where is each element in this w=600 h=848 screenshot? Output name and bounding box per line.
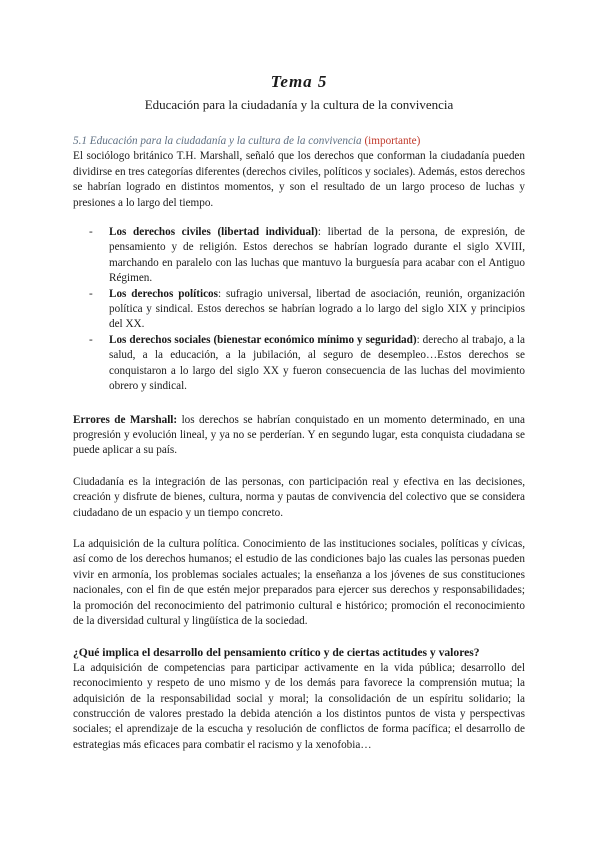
errores-text: los derechos se habrían conquistado en un momento determinado, en una progresión y evolución lineal, y ya no se perderían. Y en segundo lugar, esta conquista ciudadana se puede aplicar a su país. <box>73 413 525 457</box>
errores-paragraph <box>73 413 525 459</box>
page-subtitle: Educación para la ciudadanía y la cultura de la convivencia <box>144 97 454 112</box>
list-item-civil-rights <box>73 225 525 287</box>
list-item-label: Los derechos civiles (libertad individual) <box>109 226 318 239</box>
page-title: Tema 5 <box>270 72 328 91</box>
question-heading: ¿Qué implica el desarrollo del pensamiento crítico y de ciertas actitudes y valores? <box>73 646 480 660</box>
bullet-dash: - <box>89 333 93 346</box>
list-item-political-rights <box>73 287 525 333</box>
bullet-dash: - <box>89 287 93 300</box>
list-item-text: : sufragio universal, libertad de asociación, reunión, organización política y sindical. Estos derechos se habrían logrado a lo largo del siglo XIX y principios del XX. <box>109 287 525 331</box>
adquisicion-paragraph: La adquisición de la cultura política. Conocimiento de las instituciones sociales, políticas y cívicas, así como de los derechos humanos; el estudio de las condiciones bajo las cuales las personas pueden vivir en armonía, los problemas sociales actuales; la enseñanza a los jóvenes de sus constituciones nacionales, con el fin de que estén mejor preparados para ejercer sus derechos y responsabilidades; la promoción del reconocimiento del patrimonio cultural e histórico; promoción el reconocimiento de la diversidad cultural y lingüística de la sociedad. <box>73 537 525 627</box>
errores-label: Errores de Marshall: <box>73 413 178 426</box>
intro-paragraph: El sociólogo británico T.H. Marshall, señaló que los derechos que conforman la ciudadanía pueden dividirse en tres categorías diferentes (derechos civiles, políticos y sociales). Además, estos derechos se habrían logrado en distintos momentos, y son el resultado de un largo proceso de luchas y presiones a lo largo del tiempo. <box>73 150 525 209</box>
list-item-label: Los derechos políticos <box>109 287 218 300</box>
rights-list <box>73 225 525 394</box>
document-page <box>73 70 525 753</box>
section-heading <box>73 134 525 149</box>
bullet-dash: - <box>89 226 93 239</box>
section-note: (importante) <box>364 135 421 147</box>
question-paragraph: La adquisición de competencias para participar activamente en la vida pública; desarrollo del reconocimiento y respeto de uno mismo y de los demás para favorece la comprensión mutua; la adquisición de la responsabilidad social y moral; la consolidación de un espíritu solidario; la construcción de valores prestado la debida atención a los distintos puntos de vista y perspectivas sociales; el aprendizaje de la escucha y resolución de conflictos de forma pacífica; el desarrollo de estrategias más eficaces para combatir el racismo y la xenofobia… <box>73 661 525 751</box>
list-item-text: : derecho al trabajo, a la salud, a la educación, a la jubilación, al seguro de desempleo…Estos derechos se conquistaron a lo largo del siglo XX y fueron consecuencia de las luchas del movimiento obrero y sindical. <box>109 333 525 393</box>
list-item-text: : libertad de la persona, de expresión, de pensamiento y de religión. Estos derechos se habrían logrado durante el siglo XVIII, marchando en paralelo con las luchas que mantuvo la burguesía para acabar con el Antiguo Régimen. <box>109 226 525 285</box>
section-title: 5.1 Educación para la ciudadanía y la cultura de la convivencia <box>73 135 362 147</box>
list-item-label: Los derechos sociales (bienestar económico mínimo y seguridad) <box>109 333 417 346</box>
list-item-social-rights <box>73 333 525 395</box>
ciudadania-paragraph: Ciudadanía es la integración de las personas, con participación real y efectiva en las decisiones, creación y disfrute de bienes, cultura, norma y pautas de convivencia del colectivo que se considera ciudadano de un espacio y un tiempo concreto. <box>73 475 525 519</box>
